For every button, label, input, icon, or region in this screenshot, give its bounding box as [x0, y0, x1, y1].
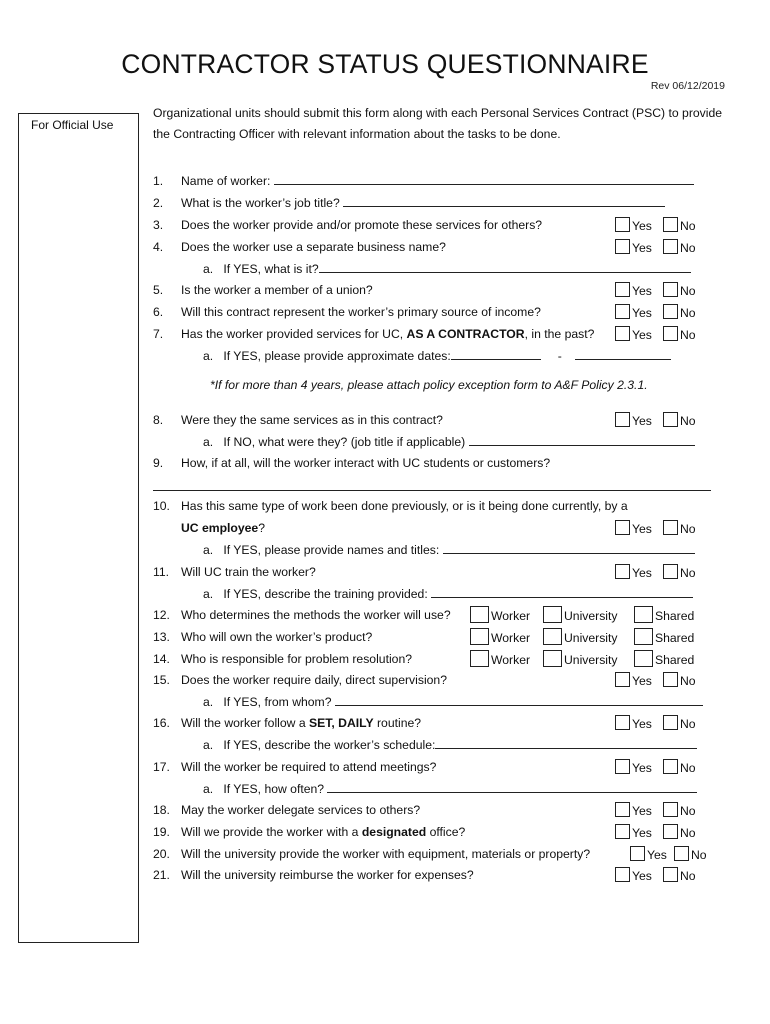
q21-yes-checkbox[interactable]	[615, 867, 630, 882]
q12-shared-checkbox[interactable]	[634, 606, 653, 623]
meeting-frequency-field[interactable]	[327, 780, 697, 793]
worker-name-field[interactable]	[274, 172, 694, 185]
q13-worker-checkbox[interactable]	[470, 628, 489, 645]
q16-no-checkbox[interactable]	[663, 715, 678, 730]
q11-yes-checkbox[interactable]	[615, 564, 630, 579]
q6-no-checkbox[interactable]	[663, 304, 678, 319]
q20-yes-checkbox[interactable]	[630, 846, 645, 861]
policy-note: *If for more than 4 years, please attach policy exception form to A&F Policy 2.3.1.	[210, 378, 648, 392]
q17-no-checkbox[interactable]	[663, 759, 678, 774]
official-use-label: For Official Use	[31, 118, 114, 132]
q17-yes-checkbox[interactable]	[615, 759, 630, 774]
end-date-field[interactable]	[575, 347, 671, 360]
q5-yes-checkbox[interactable]	[615, 282, 630, 297]
employee-names-field[interactable]	[443, 541, 695, 554]
q18-yes-checkbox[interactable]	[615, 802, 630, 817]
q4-no-checkbox[interactable]	[663, 239, 678, 254]
q13-university-checkbox[interactable]	[543, 628, 562, 645]
q14-worker-checkbox[interactable]	[470, 650, 489, 667]
start-date-field[interactable]	[451, 347, 541, 360]
q12-worker-checkbox[interactable]	[470, 606, 489, 623]
q14-university-checkbox[interactable]	[543, 650, 562, 667]
q7-yes-checkbox[interactable]	[615, 326, 630, 341]
q21-no-checkbox[interactable]	[663, 867, 678, 882]
q19-yes-checkbox[interactable]	[615, 824, 630, 839]
q6-yes-checkbox[interactable]	[615, 304, 630, 319]
form-title: CONTRACTOR STATUS QUESTIONNAIRE	[121, 49, 649, 79]
q11-no-checkbox[interactable]	[663, 564, 678, 579]
q15-no-checkbox[interactable]	[663, 672, 678, 687]
intro-text: Organizational units should submit this form along with each Personal Services Contract (PSC) to provide the Contracting Officer with relevant information about the tasks to be done.	[153, 106, 723, 141]
q10-yes-checkbox[interactable]	[615, 520, 630, 535]
q13-shared-checkbox[interactable]	[634, 628, 653, 645]
q12-university-checkbox[interactable]	[543, 606, 562, 623]
job-title-field[interactable]	[343, 194, 665, 207]
supervisor-field[interactable]	[335, 693, 703, 706]
q14-shared-checkbox[interactable]	[634, 650, 653, 667]
q4-yes-checkbox[interactable]	[615, 239, 630, 254]
q8-yes-checkbox[interactable]	[615, 412, 630, 427]
q15-yes-checkbox[interactable]	[615, 672, 630, 687]
q7-no-checkbox[interactable]	[663, 326, 678, 341]
official-use-box	[18, 113, 139, 943]
q10-no-checkbox[interactable]	[663, 520, 678, 535]
business-name-field[interactable]	[319, 260, 691, 273]
q3-no-checkbox[interactable]	[663, 217, 678, 232]
q20-no-checkbox[interactable]	[674, 846, 689, 861]
q5-no-checkbox[interactable]	[663, 282, 678, 297]
revision-date: Rev 06/12/2019	[650, 80, 725, 92]
q16-yes-checkbox[interactable]	[615, 715, 630, 730]
q9-answer-line[interactable]	[153, 490, 711, 491]
q8-no-checkbox[interactable]	[663, 412, 678, 427]
q18-no-checkbox[interactable]	[663, 802, 678, 817]
q19-no-checkbox[interactable]	[663, 824, 678, 839]
prior-services-field[interactable]	[469, 433, 695, 446]
training-field[interactable]	[431, 585, 693, 598]
q3-yes-checkbox[interactable]	[615, 217, 630, 232]
schedule-field[interactable]	[435, 736, 697, 749]
